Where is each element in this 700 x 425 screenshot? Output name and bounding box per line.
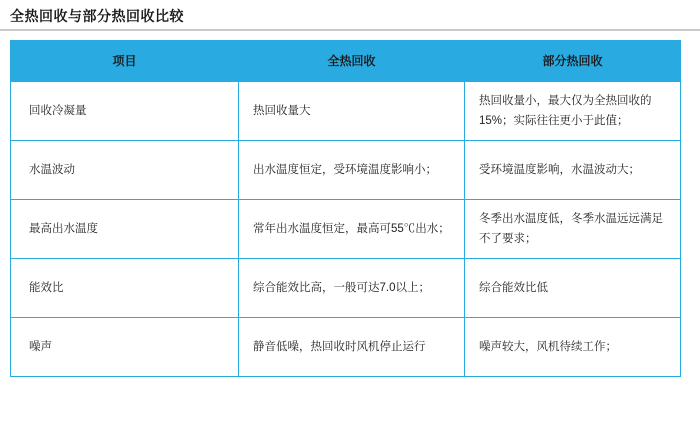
cell-partial-condensate-recovery: 热回收量小，最大仅为全热回收的15%；实际往往更小于此值；	[465, 82, 681, 141]
table-header-row	[11, 41, 681, 82]
cell-full-water-temp-fluctuation: 出水温度恒定，受环境温度影响小；	[239, 141, 465, 200]
table-row	[11, 318, 681, 377]
table-row	[11, 259, 681, 318]
row-label-max-outlet-temp: 最高出水温度	[11, 200, 239, 259]
page-title: 全热回收与部分热回收比较	[10, 8, 184, 24]
cell-partial-cop: 综合能效比低	[465, 259, 681, 318]
table-row	[11, 141, 681, 200]
row-label-condensate-recovery: 回收冷凝量	[11, 82, 239, 141]
row-label-cop: 能效比	[11, 259, 239, 318]
cell-partial-water-temp-fluctuation: 受环境温度影响，水温波动大；	[465, 141, 681, 200]
column-header-full-recovery: 全热回收	[239, 41, 465, 82]
cell-full-noise: 静音低噪，热回收时风机停止运行	[239, 318, 465, 377]
cell-partial-noise: 噪声较大，风机待续工作；	[465, 318, 681, 377]
cell-full-condensate-recovery: 热回收量大	[239, 82, 465, 141]
cell-full-cop: 综合能效比高，一般可达7.0以上；	[239, 259, 465, 318]
column-header-item: 项目	[11, 41, 239, 82]
table-header	[11, 41, 681, 82]
column-header-partial-recovery: 部分热回收	[465, 41, 681, 82]
cell-partial-max-outlet-temp: 冬季出水温度低，冬季水温远远满足不了要求；	[465, 200, 681, 259]
table-row	[11, 200, 681, 259]
row-label-water-temp-fluctuation: 水温波动	[11, 141, 239, 200]
table-row	[11, 82, 681, 141]
title-divider	[0, 29, 700, 31]
row-label-noise: 噪声	[11, 318, 239, 377]
comparison-table	[10, 40, 681, 377]
table-body	[11, 82, 681, 377]
cell-full-max-outlet-temp: 常年出水温度恒定，最高可55℃出水；	[239, 200, 465, 259]
